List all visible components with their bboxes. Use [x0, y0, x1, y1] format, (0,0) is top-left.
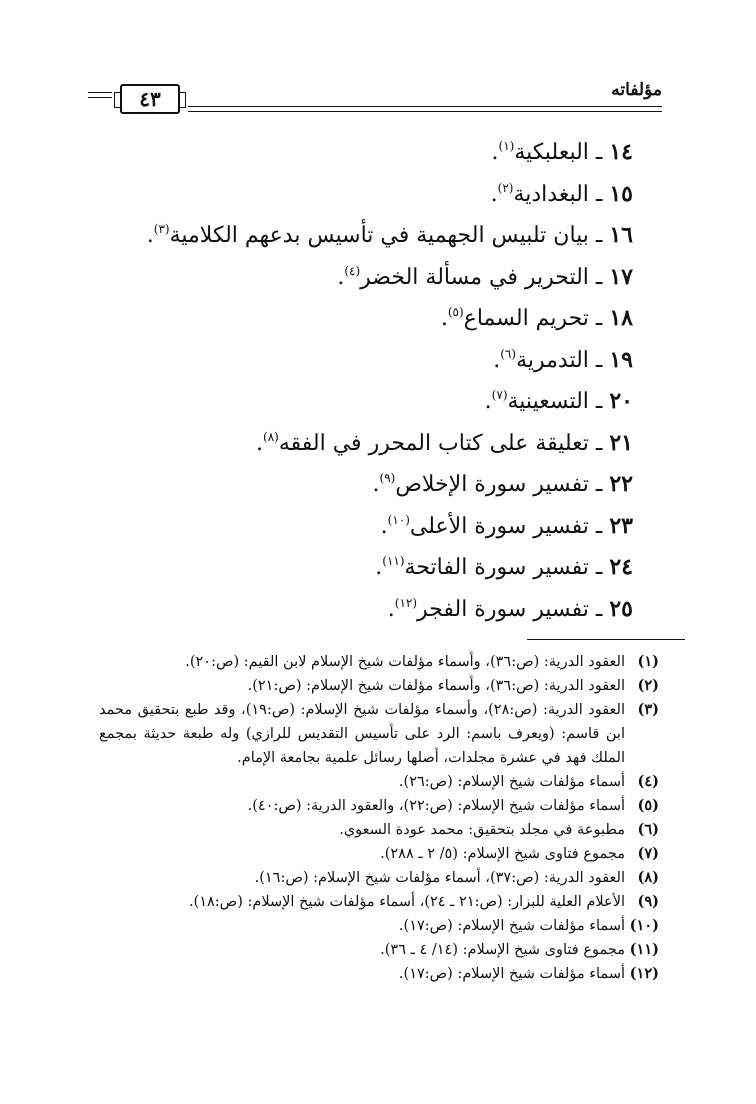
- item-title: التحرير في مسألة الخضر: [360, 264, 589, 290]
- list-item: [73, 375, 633, 417]
- footnotes: [99, 650, 659, 986]
- footnote: [99, 698, 659, 770]
- item-separator: ـ: [595, 430, 603, 456]
- item-number: ١٤: [609, 139, 633, 165]
- footnote-text: العقود الدرية: (ص:٣٧)، أسماء مؤلفات شيخ الإسلام: (ص:١٦).: [254, 870, 625, 886]
- footnote-ref: (١٠): [387, 512, 410, 527]
- item-separator: ـ: [595, 513, 603, 539]
- footnote-text: العقود الدرية: (ص:٣٦)، وأسماء مؤلفات شيخ الإسلام لابن القيم: (ص:٢٠).: [185, 654, 625, 670]
- item-title: تفسير سورة الأعلى: [409, 513, 589, 539]
- list-item: [73, 417, 633, 459]
- item-end: .: [372, 472, 380, 497]
- item-number: ٢١: [609, 429, 633, 456]
- footnote: [99, 818, 659, 842]
- list-item: [73, 541, 633, 583]
- item-number: ١٩: [609, 346, 633, 373]
- item-end: .: [491, 140, 499, 165]
- header-rule-right-top: [188, 106, 662, 107]
- footnote-text: الأعلام العلية للبزار: (ص:٢١ ـ ٢٤)، أسماء مؤلفات شيخ الإسلام: (ص:١٨).: [188, 894, 625, 910]
- footnote: [99, 770, 659, 794]
- footnote-number: (٩): [637, 893, 659, 910]
- item-title: تفسير سورة الفجر: [417, 596, 589, 622]
- item-separator: ـ: [595, 472, 603, 497]
- footnote: [99, 866, 659, 890]
- footnote-text: العقود الدرية: (ص:٣٦)، وأسماء مؤلفات شيخ الإسلام: (ص:٢١).: [247, 678, 625, 694]
- footnote-number: (٨): [637, 869, 659, 886]
- footnote-number: (٥): [637, 797, 659, 814]
- item-end: .: [484, 389, 492, 414]
- footnote: [99, 842, 659, 866]
- footnote-number: (١٠): [629, 917, 659, 934]
- footnote-number: (٣): [637, 701, 659, 718]
- item-number: ١٧: [609, 263, 633, 290]
- footnote-text: أسماء مؤلفات شيخ الإسلام: (ص:١٧).: [398, 966, 625, 982]
- item-number: ١٨: [609, 305, 633, 331]
- item-separator: ـ: [595, 347, 603, 373]
- footnote: [99, 962, 659, 986]
- item-title: بيان تلبيس الجهمية في تأسيس بدعهم الكلامية: [169, 223, 589, 248]
- item-title: تعليقة على كتاب المحرر في الفقه: [278, 430, 589, 456]
- footnote-ref: (٥): [447, 305, 464, 319]
- item-number: ٢٠: [609, 388, 633, 414]
- footnote-ref: (٢): [497, 180, 514, 195]
- footnote-separator: [527, 639, 685, 640]
- footnote-ref: (٦): [500, 346, 517, 361]
- footnote-text: مجموع فتاوى شيخ الإسلام: (١٤/ ٤ ـ ٣٦).: [380, 942, 625, 958]
- footnote: [99, 938, 659, 962]
- footnote-number: (٦): [637, 821, 659, 838]
- header-rule-right-bottom: [188, 111, 662, 112]
- footnote-ref: (٩): [379, 471, 396, 485]
- header-rule-left-top: [88, 92, 112, 93]
- item-separator: ـ: [595, 264, 603, 290]
- footnote: [99, 890, 659, 914]
- footnote-ref: (٧): [491, 388, 508, 402]
- item-number: ٢٤: [609, 554, 633, 580]
- item-number: ٢٣: [609, 512, 633, 539]
- list-item: [73, 458, 633, 500]
- page-number: ٤٣: [139, 87, 161, 111]
- item-end: .: [387, 596, 395, 622]
- footnote-text: مطبوعة في مجلد بتحقيق: محمد عودة السعوي.: [339, 822, 625, 838]
- footnote: [99, 674, 659, 698]
- page-header: [88, 80, 662, 128]
- footnote-ref: (٣): [153, 222, 170, 236]
- item-end: .: [380, 513, 388, 539]
- footnote-number: (٤): [637, 773, 659, 790]
- item-title: التدمرية: [516, 347, 589, 373]
- running-title: مؤلفاته: [611, 80, 662, 100]
- footnote-ref: (٨): [263, 429, 279, 444]
- list-item: [73, 334, 633, 376]
- footnote-text: مجموع فتاوى شيخ الإسلام: (٥/ ٢ ـ ٢٨٨).: [380, 846, 625, 862]
- footnote-number: (٧): [637, 845, 659, 862]
- footnote-text: العقود الدرية: (ص:٢٨)، وأسماء مؤلفات شيخ الإسلام: (ص:١٩)، وقد طبع بتحقيق محمد ابن قاسم: (ويعرف باسم: الرد على تأسيس التقديس للرازي) وله طبعة حديثة بمجمع الملك فهد في عشرة مجلدات، أصلها رسائل علمية بجامعة الإمام.: [99, 702, 625, 766]
- item-title: البعلبكية: [514, 140, 589, 165]
- item-end: .: [146, 223, 154, 248]
- works-list: [73, 126, 633, 624]
- item-end: .: [490, 181, 498, 207]
- footnote-ref: (١٢): [394, 595, 418, 610]
- list-item: [73, 251, 633, 293]
- list-item: [73, 209, 633, 251]
- list-item: [73, 168, 633, 210]
- footnote-number: (١): [637, 653, 659, 670]
- footnote-number: (١١): [629, 941, 659, 958]
- list-item: [73, 292, 633, 334]
- footnote: [99, 650, 659, 674]
- item-title: تفسير سورة الإخلاص: [395, 472, 589, 497]
- item-separator: ـ: [595, 596, 603, 622]
- footnote-number: (١٢): [629, 965, 659, 982]
- list-item: [73, 500, 633, 542]
- item-title: تفسير سورة الفاتحة: [404, 555, 589, 580]
- item-title: التسعينية: [507, 389, 589, 414]
- footnote: [99, 794, 659, 818]
- item-separator: ـ: [595, 140, 603, 165]
- footnote: [99, 914, 659, 938]
- item-end: .: [337, 264, 345, 290]
- list-item: [73, 126, 633, 168]
- footnote-text: أسماء مؤلفات شيخ الإسلام: (ص:٢٢)، والعقود الدرية: (ص:٤٠).: [247, 798, 625, 814]
- footnote-text: أسماء مؤلفات شيخ الإسلام: (ص:٢٦).: [398, 774, 625, 790]
- page-number-frame: [120, 84, 180, 114]
- footnote-text: أسماء مؤلفات شيخ الإسلام: (ص:١٧).: [398, 918, 625, 934]
- footnote-number: (٢): [637, 677, 659, 694]
- item-title: البغدادية: [513, 181, 589, 207]
- item-number: ١٦: [609, 222, 633, 248]
- item-end: .: [440, 306, 448, 331]
- item-number: ٢٢: [609, 471, 633, 497]
- item-separator: ـ: [595, 223, 603, 248]
- item-end: .: [375, 555, 383, 580]
- item-separator: ـ: [595, 555, 603, 580]
- item-end: .: [493, 347, 501, 373]
- header-rule-left-bottom: [88, 97, 112, 98]
- item-separator: ـ: [595, 389, 603, 414]
- list-item: [73, 583, 633, 625]
- footnote-ref: (١١): [382, 554, 405, 568]
- item-end: .: [256, 430, 264, 456]
- item-number: ١٥: [609, 180, 633, 207]
- item-number: ٢٥: [609, 595, 633, 622]
- item-separator: ـ: [595, 306, 603, 331]
- footnote-ref: (٤): [344, 263, 361, 278]
- item-title: تحريم السماع: [463, 306, 589, 331]
- item-separator: ـ: [595, 181, 603, 207]
- footnote-ref: (١): [498, 139, 515, 153]
